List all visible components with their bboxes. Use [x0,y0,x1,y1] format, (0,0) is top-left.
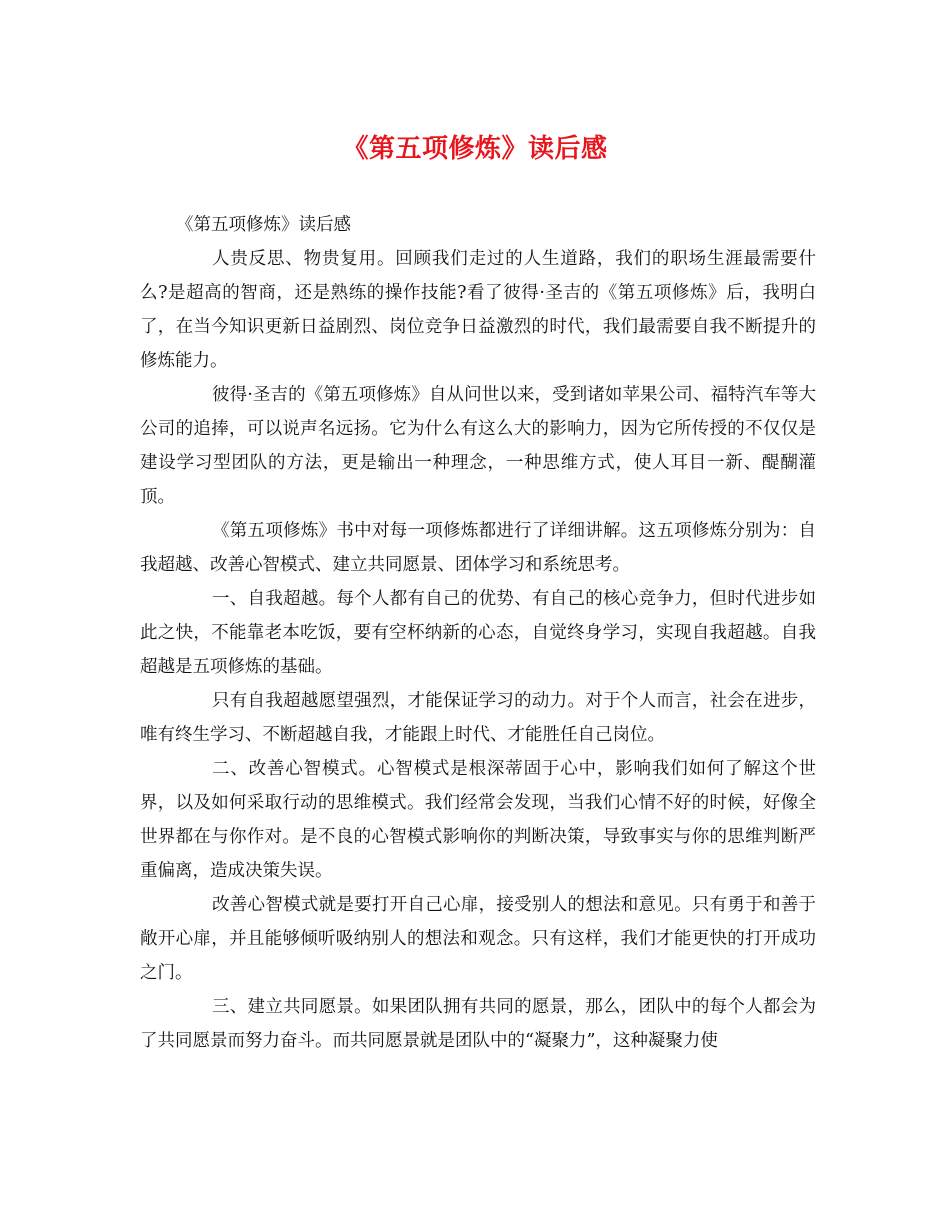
document-subtitle: 《第五项修炼》读后感 [176,215,351,235]
paragraph: 人贵反思、物贵复用。回顾我们走过的人生道路，我们的职场生涯最需要什么?是超高的智商，还是熟练的操作技能?看了彼得·圣吉的《第五项修炼》后，我明白了，在当今知识更新日益剧烈、岗位竞争日益激烈的时代，我们最需要自我不断提升的修炼能力。 [140,249,816,371]
paragraph: 三、建立共同愿景。如果团队拥有共同的愿景，那么，团队中的每个人都会为了共同愿景而努力奋斗。而共同愿景就是团队中的“凝聚力”，这种凝聚力使 [140,997,816,1051]
paragraph: 一、自我超越。每个人都有自己的优势、有自己的核心竞争力，但时代进步如此之快，不能靠老本吃饭，要有空杯纳新的心态，自觉终身学习，实现自我超越。自我超越是五项修炼的基础。 [140,589,816,677]
document-title: 《第五项修炼》读后感 [342,134,608,164]
paragraph: 改善心智模式就是要打开自己心扉，接受别人的想法和意见。只有勇于和善于敞开心扉，并且能够倾听吸纳别人的想法和观念。只有这样，我们才能更快的打开成功之门。 [140,895,816,983]
paragraph: 《第五项修炼》书中对每一项修炼都进行了详细讲解。这五项修炼分别为：自我超越、改善心智模式、建立共同愿景、团体学习和系统思考。 [140,521,816,575]
paragraph: 二、改善心智模式。心智模式是根深蒂固于心中，影响我们如何了解这个世界，以及如何采取行动的思维模式。我们经常会发现，当我们心情不好的时候，好像全世界都在与你作对。是不良的心智模式影响你的判断决策，导致事实与你的思维判断严重偏离，造成决策失误。 [140,759,816,881]
paragraph: 只有自我超越愿望强烈，才能保证学习的动力。对于个人而言，社会在进步，唯有终生学习、不断超越自我，才能跟上时代、才能胜任自己岗位。 [140,691,816,745]
document-body [140,208,816,1058]
paragraph: 彼得·圣吉的《第五项修炼》自从问世以来，受到诸如苹果公司、福特汽车等大公司的追捧，可以说声名远扬。它为什么有这么大的影响力，因为它所传授的不仅仅是建设学习型团队的方法，更是输出一种理念，一种思维方式，使人耳目一新、醍醐灌顶。 [140,385,816,507]
